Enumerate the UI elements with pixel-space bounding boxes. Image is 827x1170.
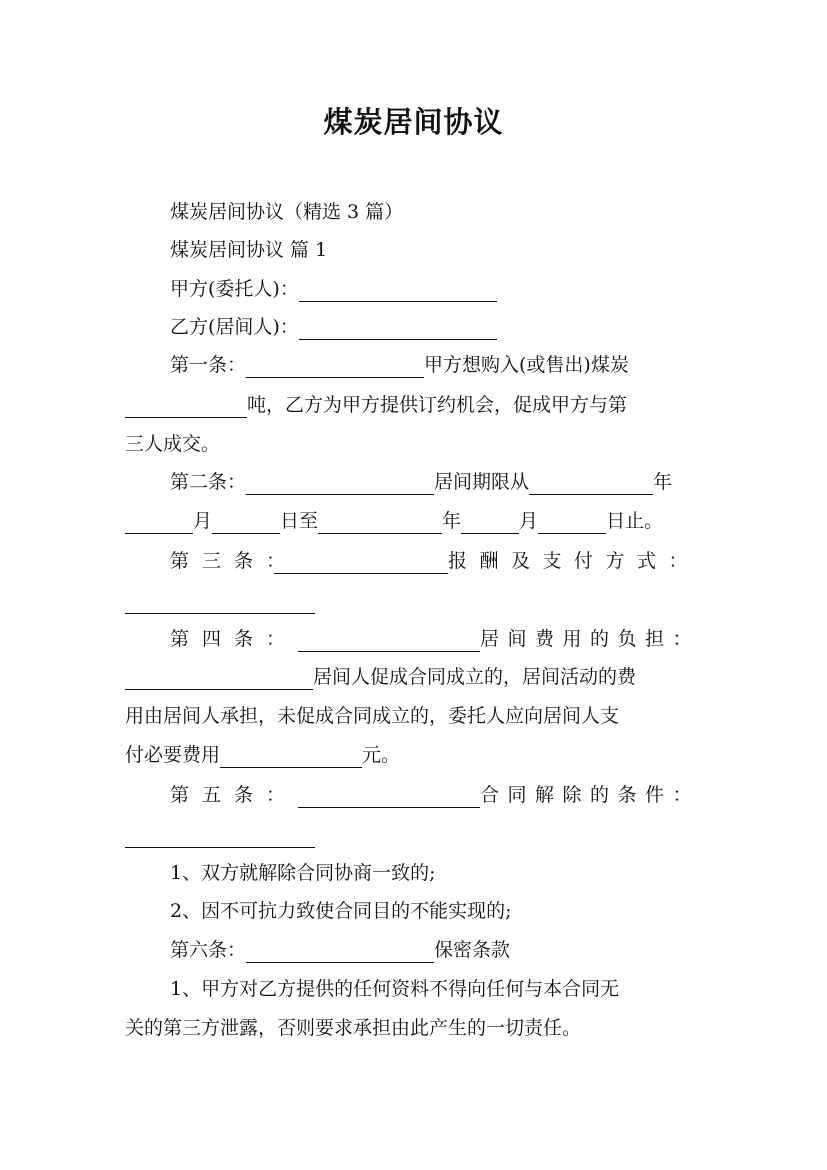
article2-month1: 月 — [193, 510, 213, 532]
article4-blank3 — [220, 747, 362, 768]
article4-line4 — [125, 742, 400, 768]
document-title: 煤炭居间协议 — [323, 105, 504, 139]
article3-line1 — [170, 548, 700, 574]
article4-line3: 用由居间人承担，未促成合同成立的，委托人应向居间人支 — [125, 705, 620, 727]
article4-text-d: 付必要费用 — [125, 744, 221, 766]
article2-text-a: 居间期限从 — [434, 471, 530, 493]
party-b-blank — [299, 319, 497, 340]
article1-blank1 — [246, 357, 424, 378]
article2-blank7 — [538, 513, 606, 534]
article4-line2 — [125, 664, 636, 690]
party-b-line — [170, 314, 497, 340]
article3-blank2 — [125, 593, 315, 614]
article5-label: 第五条： — [170, 784, 299, 806]
article3-label-text: 第三条： — [170, 550, 299, 572]
article2-month2: 月 — [519, 510, 539, 532]
article3-blank1 — [274, 553, 448, 574]
article4-blank1 — [298, 631, 480, 652]
article3-text: 报酬及支付方式： — [447, 550, 700, 572]
article6-blank1 — [246, 942, 434, 963]
party-a-label: 甲方(委托人)： — [170, 278, 299, 300]
article6-text: 保密条款 — [434, 939, 511, 961]
article2-blank4 — [212, 513, 280, 534]
article1-text-b: 吨，乙方为甲方提供订约机会，促成甲方与第 — [247, 394, 628, 416]
article2-label: 第二条： — [170, 471, 247, 493]
section-heading: 煤炭居间协议 篇 1 — [170, 239, 328, 261]
article2-blank3 — [125, 513, 193, 534]
article6-label: 第六条： — [170, 939, 247, 961]
article3-line2 — [125, 588, 315, 614]
article5-item1: 1、双方就解除合同协商一致的; — [170, 862, 436, 884]
article5-blank1 — [298, 787, 480, 808]
article5-text: 合同解除的条件： — [479, 784, 700, 806]
party-b-label: 乙方(居间人)： — [170, 316, 299, 338]
article4-label: 第四条： — [170, 628, 299, 650]
article4-text-b: 居间人促成合同成立的，居间活动的费 — [313, 666, 637, 688]
article4-line1 — [170, 626, 700, 652]
article6-item1-line2: 关的第三方泄露，否则要求承担由此产生的一切责任。 — [125, 1017, 582, 1039]
article2-blank2 — [529, 474, 653, 495]
article5-item2: 2、因不可抗力致使合同目的不能实现的; — [170, 900, 512, 922]
article4-unit: 元。 — [362, 744, 401, 766]
article3-label — [170, 548, 299, 574]
article2-line2 — [125, 508, 663, 534]
article2-blank6 — [461, 513, 519, 534]
article1-line2 — [125, 392, 627, 418]
article5-blank2 — [125, 827, 315, 848]
party-a-blank — [299, 281, 497, 302]
article2-blank5 — [318, 513, 442, 534]
article2-day1: 日至 — [280, 510, 319, 532]
article2-blank1 — [246, 474, 434, 495]
article4-blank2 — [125, 669, 313, 690]
article1-blank2 — [125, 397, 247, 418]
article1-line1 — [170, 352, 629, 378]
article2-year2: 年 — [442, 510, 462, 532]
article5-line1 — [170, 782, 700, 808]
article1-line3: 三人成交。 — [125, 433, 221, 455]
article2-day2: 日止。 — [606, 510, 664, 532]
article1-text-a: 甲方想购入(或售出)煤炭 — [424, 354, 629, 376]
article4-text-a: 居间费用的负担： — [479, 628, 700, 650]
article5-line2 — [125, 822, 315, 848]
party-a-line — [170, 276, 497, 302]
article2-year1: 年 — [653, 471, 673, 493]
article1-label: 第一条： — [170, 354, 247, 376]
article6-item1-line1: 1、甲方对乙方提供的任何资料不得向任何与本合同无 — [170, 978, 620, 1000]
document-subtitle: 煤炭居间协议（精选 3 篇） — [170, 201, 404, 223]
article2-line1 — [170, 469, 672, 495]
article6-line1 — [170, 937, 510, 963]
